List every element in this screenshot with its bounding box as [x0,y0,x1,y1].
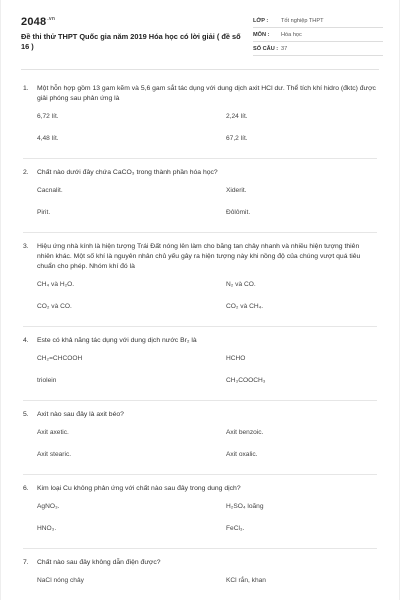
answer-option[interactable]: Axit benzoic. [226,429,264,436]
answer-option[interactable]: CO₂ và CO. [37,303,72,310]
answer-option[interactable]: CH₂=CHCOOH [37,355,83,362]
question-1 [23,84,377,159]
answer-options [23,500,377,544]
meta-value: Tốt nghiệp THPT [281,17,324,24]
answer-options [23,278,377,322]
answer-option[interactable]: Xiderit. [226,187,247,194]
meta-row-count [253,42,383,56]
question-text: Một hỗn hợp gồm 13 gam kẽm và 5,6 gam sắt tác dụng với dung dịch axit HCl dư. Thể tích khí hidro (đktc) được giải phóng sau phản ứng là [37,85,376,102]
logo-text: 2048 [21,16,47,28]
exam-meta [253,14,383,56]
answer-option[interactable]: H₂SO₄ loãng [226,503,264,510]
question-3 [23,242,377,327]
question-text: Kim loại Cu không phản ứng với chất nào sau đây trong dung dịch? [37,485,241,492]
answer-option[interactable]: 2,24 lít. [226,113,248,120]
meta-key: SỐ CÂU : [253,45,279,52]
answer-option[interactable]: Đôlômit. [226,209,251,216]
answer-option[interactable]: Axit axetic. [37,429,69,436]
meta-key: MÔN : [253,31,270,38]
question-4 [23,336,377,401]
question-number: 5. [23,411,29,418]
question-number: 4. [23,337,29,344]
answer-option[interactable]: 6,72 lít. [37,113,59,120]
question-number: 3. [23,243,29,250]
question-text: Este có khả năng tác dụng với dung dịch nước Br₂ là [37,337,197,344]
answer-option[interactable]: CH₄ và H₂O. [37,281,75,288]
question-5 [23,410,377,475]
question-6 [23,484,377,549]
meta-value: Hóa học [281,31,302,38]
answer-options [23,352,377,396]
question-number: 6. [23,485,29,492]
question-text: Hiệu ứng nhà kính là hiện tượng Trái Đất nóng lên làm cho băng tan chảy nhanh và nhiều hiện tượng thiên nhiên khác. Một số khí là nguyên nhân chủ yếu gây ra hiện tượng này khi nồng độ của chúng vượt quá tiêu chuẩn cho phép. Nhóm khí đó là [37,243,361,270]
answer-option[interactable]: HNO₃. [37,525,57,532]
answer-options [23,574,377,596]
answer-option[interactable]: FeCl₃. [226,525,245,532]
question-number: 2. [23,169,29,176]
answer-options [23,426,377,470]
question-7 [23,558,377,600]
question-text: Chất nào sau đây không dẫn điện được? [37,559,161,566]
question-number: 7. [23,559,29,566]
answer-option[interactable]: CH₃COOCH₃ [226,377,266,384]
answer-option[interactable]: HCHO [226,355,246,362]
meta-row-subject [253,28,383,42]
answer-options [23,110,377,154]
answer-option[interactable]: Cacnalit. [37,187,63,194]
answer-option[interactable]: AgNO₃. [37,503,60,510]
answer-option[interactable]: KCl rắn, khan [226,577,266,584]
header-divider [21,69,379,70]
header [21,14,379,58]
question-2 [23,168,377,233]
meta-value: 37 [281,45,288,52]
question-list [23,84,377,609]
logo[interactable] [21,16,55,28]
answer-option[interactable]: Axit stearic. [37,451,72,458]
answer-option[interactable]: Pirit. [37,209,51,216]
meta-row-grade [253,14,383,28]
answer-option[interactable]: NaCl nóng chảy [37,577,84,584]
answer-option[interactable]: CO₂ và CH₄. [226,303,264,310]
question-text: Axit nào sau đây là axit béo? [37,411,124,418]
answer-option[interactable]: 67,2 lít. [226,135,248,142]
answer-option[interactable]: 4,48 lít. [37,135,59,142]
answer-option[interactable]: N₂ và CO. [226,281,256,288]
question-number: 1. [23,85,29,92]
exam-title: Đề thi thử THPT Quốc gia năm 2019 Hóa học có lời giải ( đề số 16 ) [21,32,241,51]
answer-option[interactable]: Axit oxalic. [226,451,258,458]
question-text: Chất nào dưới đây chứa CaCO₃ trong thành phần hóa học? [37,169,218,176]
answer-options [23,184,377,228]
answer-option[interactable]: triolein [37,377,57,384]
logo-suffix: .vn [47,16,56,22]
meta-key: LỚP : [253,17,269,24]
